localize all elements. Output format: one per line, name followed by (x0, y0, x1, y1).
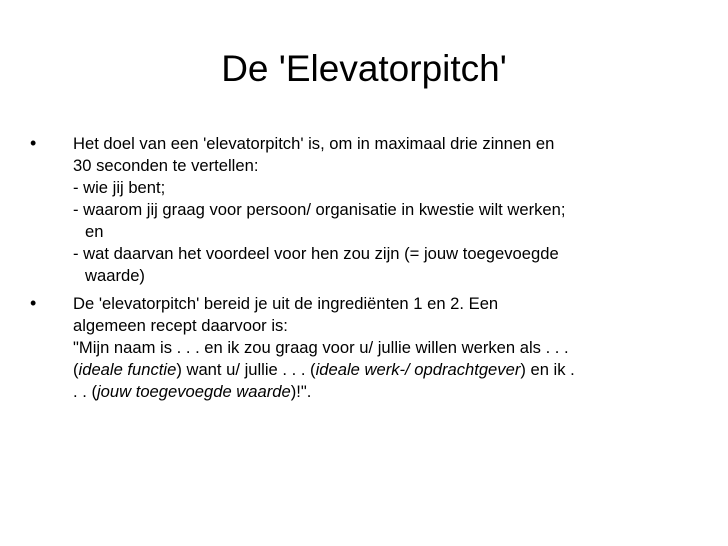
emphasis-toegevoegde-waarde: jouw toegevoegde waarde (96, 382, 291, 401)
text-fragment: ) en ik . (520, 360, 575, 379)
text-fragment: )!". (290, 382, 312, 401)
bullet-text-line (73, 381, 710, 403)
bullet-text-line: 30 seconden te vertellen: (73, 156, 259, 175)
bullet-text-line: en (85, 222, 104, 241)
bullet-text-line: Het doel van een 'elevatorpitch' is, om in maximaal drie zinnen en (73, 134, 555, 153)
bullet-item-recipe (30, 293, 710, 403)
bullet-icon: • (30, 293, 37, 313)
bullet-text-line: - wat daarvan het voordeel voor hen zou zijn (= jouw toegevoegde (73, 244, 559, 263)
slide-title: De 'Elevatorpitch' (221, 48, 507, 89)
emphasis-ideale-functie: ideale functie (78, 360, 177, 379)
bullet-icon: • (30, 133, 37, 153)
emphasis-opdrachtgever: ideale werk-/ opdrachtgever (315, 360, 521, 379)
bullet-text-line: - waarom jij graag voor persoon/ organisatie in kwestie wilt werken; (73, 200, 566, 219)
bullet-text-line: algemeen recept daarvoor is: (73, 316, 288, 335)
text-fragment: . . ( (73, 382, 97, 401)
bullet-text-line: - wie jij bent; (73, 178, 166, 197)
text-fragment: ) want u/ jullie . . . ( (176, 360, 316, 379)
text-fragment: ( (73, 360, 79, 379)
bullet-text-line: "Mijn naam is . . . en ik zou graag voor u/ jullie willen werken als . . . (73, 338, 569, 357)
bullet-list (30, 133, 710, 409)
bullet-text-line: waarde) (85, 266, 145, 285)
bullet-text-line (73, 359, 710, 381)
bullet-text-line: De 'elevatorpitch' bereid je uit de ingrediënten 1 en 2. Een (73, 294, 499, 313)
bullet-item-purpose (30, 133, 710, 287)
